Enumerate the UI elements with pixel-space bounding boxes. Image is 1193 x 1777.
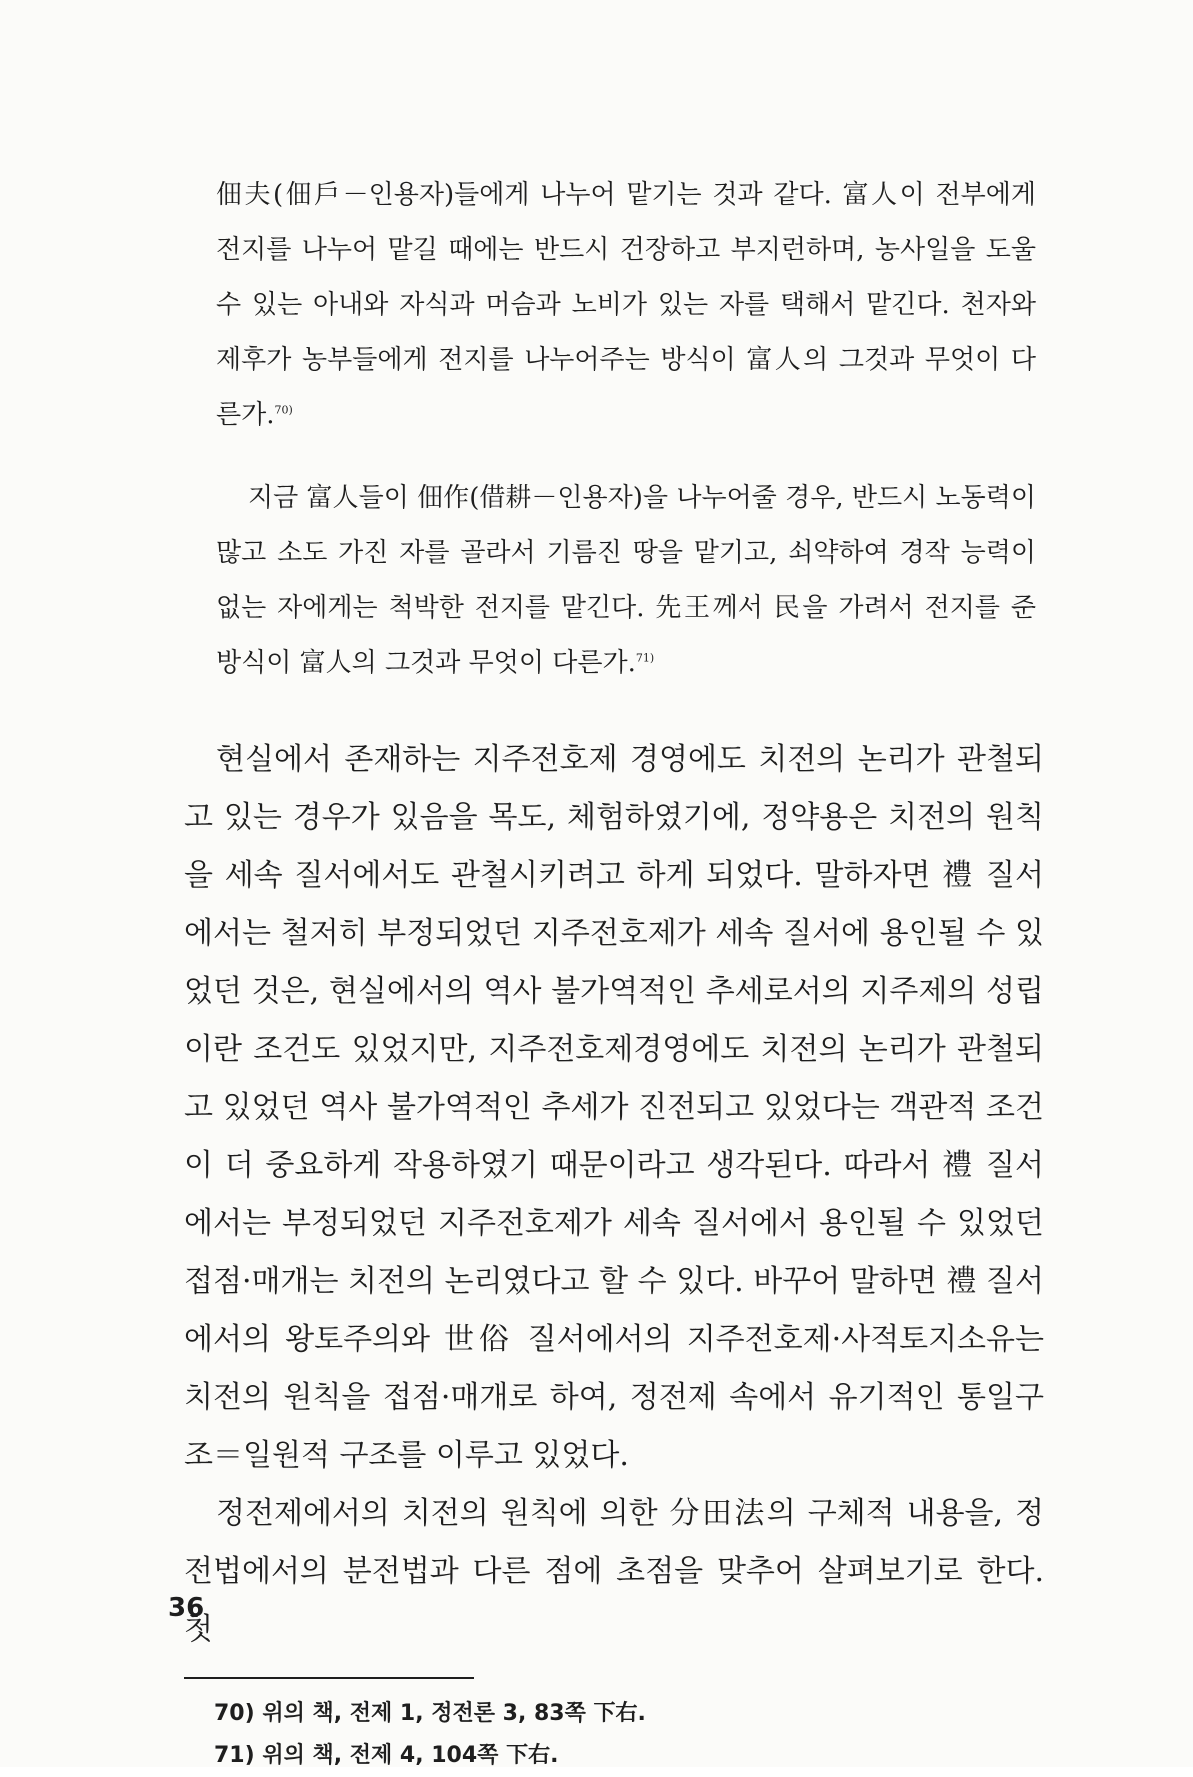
block-quote-1 [216, 168, 1036, 443]
body-text [184, 731, 1044, 1659]
page-content [184, 168, 1044, 1777]
footnote-ref-70[interactable]: 70) [274, 403, 293, 417]
footnote-divider [184, 1677, 474, 1679]
quote-paragraph [216, 471, 1036, 691]
footnote-71: 71) 위의 책, 전제 4, 104쪽 下右. [214, 1743, 559, 1768]
footnote-ref-71[interactable]: 71) [635, 651, 655, 665]
quote-paragraph [216, 168, 1036, 443]
quote-text: 지금 富人들이 佃作(借耕－인용자)을 나누어줄 경우, 반드시 노동력이 많고 소도 가진 자를 골라서 기름진 땅을 맡기고, 쇠약하여 경작 능력이 없는 자에게는 척박한 전지를 맡긴다. 先王께서 民을 가려서 전지를 준 방식이 富人의 그것과 무엇이 다른가. [216, 483, 1036, 678]
footnote-70: 70) 위의 책, 전제 1, 정전론 3, 83쪽 下右. [214, 1701, 646, 1726]
page-number: 36 [168, 1593, 205, 1623]
block-quote-2 [216, 471, 1036, 691]
body-paragraph-1: 현실에서 존재하는 지주전호제 경영에도 치전의 논리가 관철되고 있는 경우가 있음을 목도, 체험하였기에, 정약용은 치전의 원칙을 세속 질서에서도 관철시키려고 하게 되었다. 말하자면 禮 질서에서는 철저히 부정되었던 지주전호제가 세속 질서에 용인될 수 있었던 것은, 현실에서의 역사 불가역적인 추세로서의 지주제의 성립이란 조건도 있었지만, 지주전호제경영에도 치전의 논리가 관철되고 있었던 역사 불가역적인 추세가 진전되고 있었다는 객관적 조건이 더 중요하게 작용하였기 때문이라고 생각된다. 따라서 禮 질서에서는 부정되었던 지주전호제가 세속 질서에서 용인될 수 있었던 접점·매개는 치전의 논리였다고 할 수 있다. 바꾸어 말하면 禮 질서에서의 왕토주의와 世俗 질서에서의 지주전호제·사적토지소유는 치전의 원칙을 접점·매개로 하여, 정전제 속에서 유기적인 통일구조＝일원적 구조를 이루고 있었다. [184, 742, 1044, 1473]
footnotes [214, 1693, 1044, 1777]
body-paragraph-2: 정전제에서의 치전의 원칙에 의한 分田法의 구체적 내용을, 정전법에서의 분전법과 다른 점에 초점을 맞추어 살펴보기로 한다. 첫 [184, 1496, 1044, 1647]
quote-text: 佃夫(佃戶－인용자)들에게 나누어 맡기는 것과 같다. 富人이 전부에게 전지를 나누어 맡길 때에는 반드시 건장하고 부지런하며, 농사일을 도울 수 있는 아내와 자식과 머슴과 노비가 있는 자를 택해서 맡긴다. 천자와 제후가 농부들에게 전지를 나누어주는 방식이 富人의 그것과 무엇이 다른가. [216, 180, 1036, 430]
